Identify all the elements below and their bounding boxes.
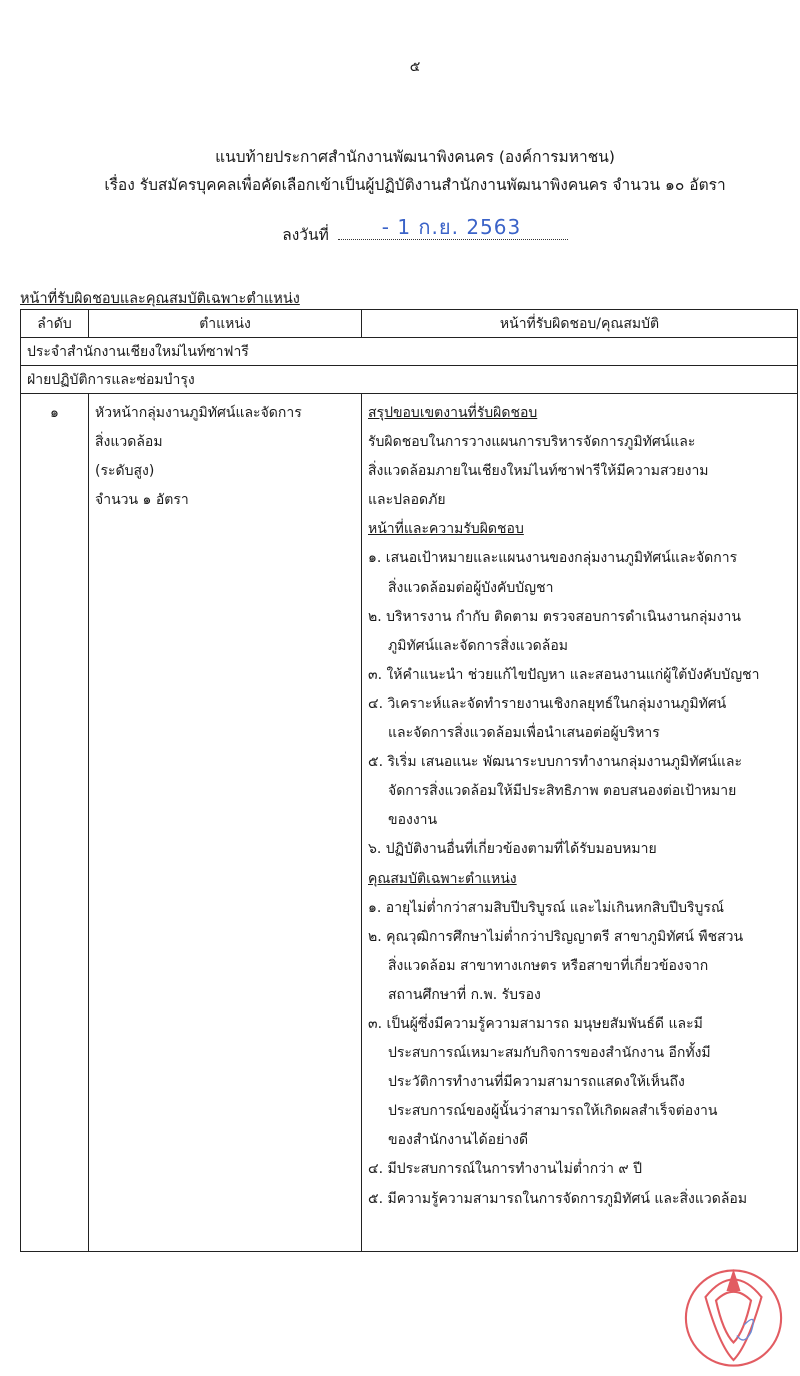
qualification-item: ๓. เป็นผู้ซึ่งมีความรู้ความสามารถ มนุษยสัมพันธ์ดี และมี	[368, 1015, 703, 1032]
page-number: ๕	[409, 59, 421, 75]
duty-item: สิ่งแวดล้อมต่อผู้บังคับบัญชา	[388, 579, 554, 596]
agency-seal-stamp	[670, 1262, 790, 1374]
date-label: ลงวันที่	[282, 226, 329, 244]
duty-item: ของงาน	[388, 812, 438, 829]
duty-item: ๓. ให้คำแนะนำ ช่วยแก้ไขปัญหา และสอนงานแก่ผู้ใต้บังคับบัญชา	[368, 666, 760, 683]
qualifications-heading: คุณสมบัติเฉพาะตำแหน่ง	[368, 870, 517, 887]
document-subject: เรื่อง รับสมัครบุคคลเพื่อคัดเลือกเข้าเป็นผู้ปฏิบัติงานสำนักงานพัฒนาพิงคนคร จำนวน ๑๐ อัตรา	[104, 176, 726, 194]
row-number-text: ๑	[50, 405, 59, 421]
qualification-item: ประสบการณ์เหมาะสมกับกิจการของสำนักงาน อีกทั้งมี	[388, 1045, 711, 1062]
duty-item: ๖. ปฏิบัติงานอื่นที่เกี่ยวข้องตามที่ได้รับมอบหมาย	[368, 841, 657, 858]
duty-item: ๔. วิเคราะห์และจัดทำรายงานเชิงกลยุทธ์ในกลุ่มงานภูมิทัศน์	[368, 695, 727, 712]
date-field	[338, 215, 568, 240]
position-cell	[89, 394, 362, 1252]
qualification-item: สิ่งแวดล้อม สาขาทางเกษตร หรือสาขาที่เกี่ยวข้องจาก	[388, 957, 709, 974]
document-title: แนบท้ายประกาศสำนักงานพัฒนาพิงคนคร (องค์การมหาชน)	[215, 148, 615, 166]
position-level: (ระดับสูง)	[95, 463, 155, 480]
qualification-item: ของสำนักงานได้อย่างดี	[388, 1132, 529, 1149]
duty-item: ๒. บริหารงาน กำกับ ติดตาม ตรวจสอบการดำเนินงานกลุ่มงาน	[368, 608, 741, 625]
qualification-item: ๑. อายุไม่ต่ำกว่าสามสิบปีบริบูรณ์ และไม่เกินหกสิบปีบริบูรณ์	[368, 899, 724, 916]
duties-table	[20, 309, 798, 1252]
duty-item: ๕. ริเริ่ม เสนอแนะ พัฒนาระบบการทำงานกลุ่มงานภูมิทัศน์และ	[368, 754, 743, 771]
qualification-item: ประสบการณ์ของผู้นั้นว่าสามารถให้เกิดผลสำเร็จต่องาน	[388, 1103, 718, 1120]
qualification-item: ๕. มีความรู้ความสามารถในการจัดการภูมิทัศน์ และสิ่งแวดล้อม	[368, 1190, 748, 1207]
col-header-position: ตำแหน่ง	[89, 310, 362, 338]
position-count: จำนวน ๑ อัตรา	[95, 492, 189, 509]
scope-line: และปลอดภัย	[368, 492, 446, 509]
col-header-duties: หน้าที่รับผิดชอบ/คุณสมบัติ	[362, 310, 798, 338]
division-row: ฝ่ายปฏิบัติการและซ่อมบำรุง	[21, 366, 798, 394]
duties-heading: หน้าที่และความรับผิดชอบ	[368, 521, 524, 538]
position-line: หัวหน้ากลุ่มงานภูมิทัศน์และจัดการ	[95, 405, 302, 421]
col-header-no: ลำดับ	[21, 310, 89, 338]
scope-line: สิ่งแวดล้อมภายในเชียงใหม่ไนท์ซาฟารีให้มีความสวยงาม	[368, 463, 709, 480]
duty-item: และจัดการสิ่งแวดล้อมเพื่อนำเสนอต่อผู้บริหาร	[388, 725, 660, 742]
qualification-item: ๔. มีประสบการณ์ในการทำงานไม่ต่ำกว่า ๙ ปี	[368, 1161, 643, 1178]
date-stamp: - 1 ก.ย. 2563	[381, 215, 522, 239]
position-line: สิ่งแวดล้อม	[95, 434, 163, 451]
scope-line: รับผิดชอบในการวางแผนการบริหารจัดการภูมิทัศน์และ	[368, 434, 696, 451]
duties-cell	[362, 394, 798, 1252]
date-line	[0, 215, 800, 247]
row-number	[21, 394, 89, 1252]
table-row	[21, 394, 798, 1252]
scope-heading: สรุปขอบเขตงานที่รับผิดชอบ	[368, 405, 538, 421]
qualification-item: ประวัติการทำงานที่มีความสามารถแสดงให้เห็นถึง	[388, 1074, 685, 1091]
duty-item: ๑. เสนอเป้าหมายและแผนงานของกลุ่มงานภูมิทัศน์และจัดการ	[368, 550, 738, 567]
section-title: หน้าที่รับผิดชอบและคุณสมบัติเฉพาะตำแหน่ง	[20, 291, 300, 307]
duty-item: จัดการสิ่งแวดล้อมให้มีประสิทธิภาพ ตอบสนองต่อเป้าหมาย	[388, 783, 737, 800]
office-row: ประจำสำนักงานเชียงใหม่ไนท์ซาฟารี	[21, 338, 798, 366]
qualification-item: ๒. คุณวุฒิการศึกษาไม่ต่ำกว่าปริญญาตรี สาขาภูมิทัศน์ พืชสวน	[368, 928, 744, 945]
duty-item: ภูมิทัศน์และจัดการสิ่งแวดล้อม	[388, 637, 568, 654]
table-header	[21, 310, 798, 338]
qualification-item: สถานศึกษาที่ ก.พ. รับรอง	[388, 986, 541, 1003]
